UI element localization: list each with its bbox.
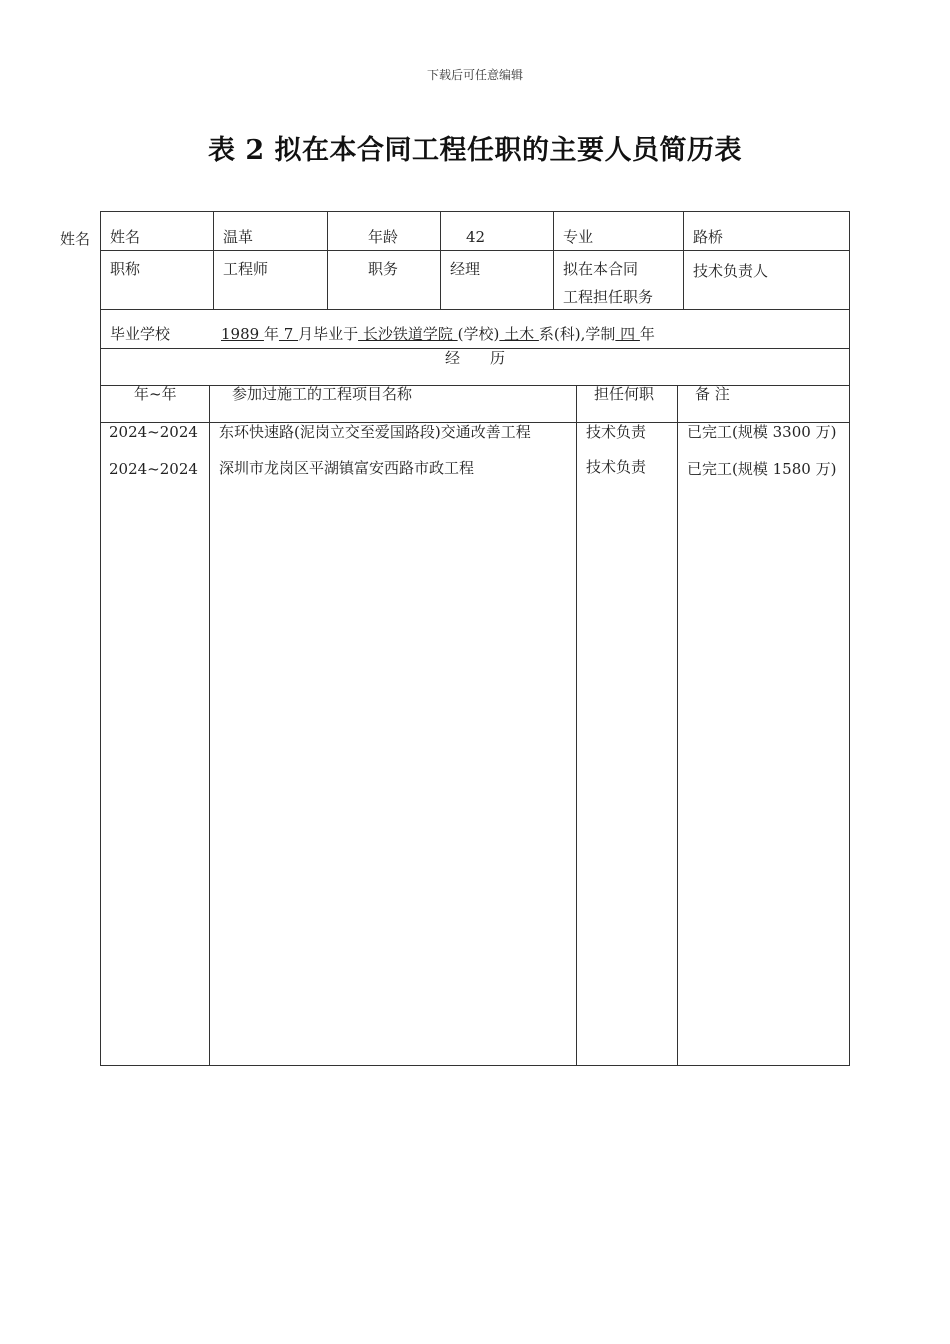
- graduation-info: [221, 323, 655, 345]
- page-title: 表 2 拟在本合同工程任职的主要人员简历表: [207, 135, 743, 166]
- study-years: 四: [615, 325, 640, 343]
- graduation-year-suffix: 年: [263, 325, 279, 343]
- project-name: 东环快速路(泥岗立交至爱国路段)交通改善工程: [219, 423, 531, 441]
- study-years-suffix: 年: [639, 325, 655, 343]
- department-suffix: 系(科),学制: [538, 325, 616, 343]
- title-label: 职称: [110, 260, 141, 278]
- school-suffix: (学校): [457, 325, 500, 343]
- row-divider: [100, 385, 850, 386]
- proposed-role-value: 技术负责人: [693, 262, 769, 280]
- row-divider: [100, 309, 850, 310]
- title-value: 工程师: [223, 260, 269, 278]
- major-label: 专业: [563, 228, 594, 246]
- col-divider: [553, 211, 554, 309]
- graduation-month: 7: [278, 325, 299, 343]
- col-divider: [327, 211, 328, 309]
- name-label: 姓名: [110, 228, 141, 246]
- position-value: 经理: [450, 260, 481, 278]
- header-note: 下载后可任意编辑: [426, 68, 523, 82]
- col-header-note: 备 注: [695, 385, 730, 403]
- col-divider: [213, 211, 214, 309]
- table-border-bottom: [100, 1065, 850, 1066]
- name-value: 温革: [223, 228, 254, 246]
- project-role: 技术负责: [586, 458, 647, 476]
- col-header-role: 担任何职: [594, 385, 655, 403]
- department: 土木: [499, 325, 539, 343]
- project-note: 已完工(规模 1580 万): [687, 460, 837, 478]
- table-border-left: [100, 211, 101, 1066]
- major-value: 路桥: [693, 228, 724, 246]
- graduation-year: 1989: [221, 325, 264, 343]
- project-note: 已完工(规模 3300 万): [687, 423, 837, 441]
- school-name: 长沙铁道学院: [358, 325, 458, 343]
- col-header-period: 年~年: [134, 385, 177, 403]
- col-divider: [677, 385, 678, 1065]
- project-period: 2024~2024: [109, 423, 198, 441]
- col-divider: [440, 211, 441, 309]
- col-header-project: 参加过施工的工程项目名称: [232, 385, 413, 403]
- age-label: 年龄: [368, 228, 399, 246]
- graduation-month-suffix: 月毕业于: [298, 325, 359, 343]
- proposed-role-label: 工程担任职务: [563, 288, 654, 306]
- table-border-right: [849, 211, 850, 1066]
- side-label: 姓名: [60, 230, 91, 248]
- experience-header: 经 历: [444, 349, 505, 367]
- proposed-role-label: 拟在本合同: [563, 260, 639, 278]
- age-value: 42: [466, 228, 486, 246]
- col-divider: [683, 211, 684, 309]
- project-name: 深圳市龙岗区平湖镇富安西路市政工程: [219, 459, 475, 477]
- school-label: 毕业学校: [110, 325, 171, 343]
- project-role: 技术负责: [586, 423, 647, 441]
- project-period: 2024~2024: [109, 460, 198, 478]
- col-divider: [209, 385, 210, 1065]
- position-label: 职务: [368, 260, 399, 278]
- col-divider: [576, 385, 577, 1065]
